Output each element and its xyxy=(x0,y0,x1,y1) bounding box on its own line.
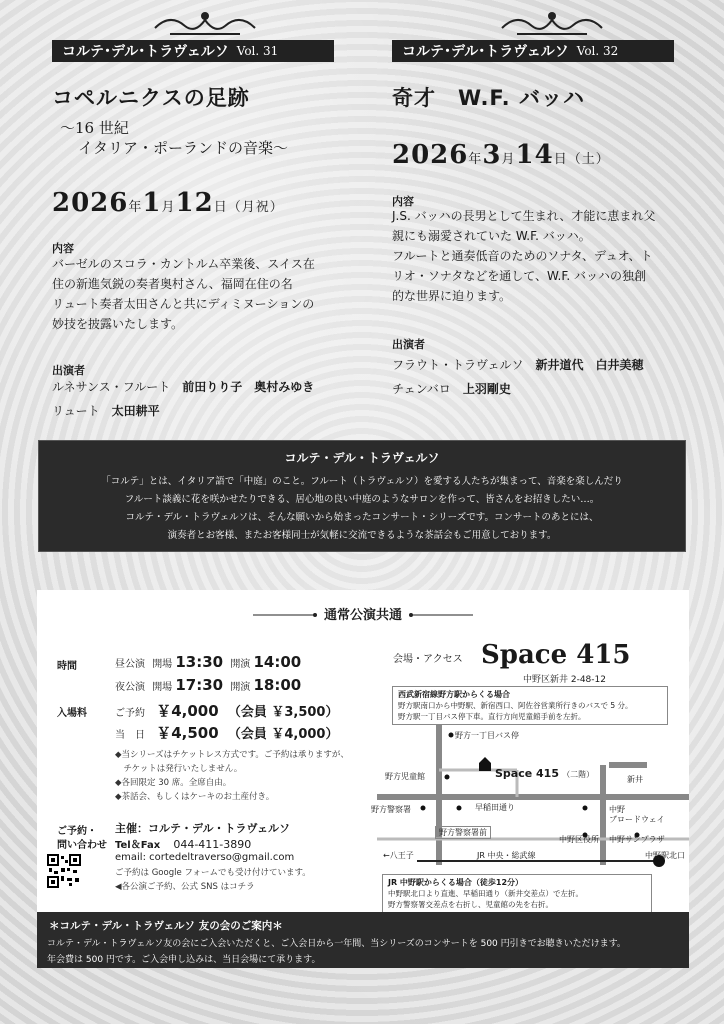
about-box xyxy=(38,440,686,552)
vol31-content-line: リュート奏者太田さんと共にディミヌーションの xyxy=(52,297,315,311)
about-line: 演奏者とお客様、またお客様同士が気軽に交流できるような茶話会もご用意しております。 xyxy=(167,530,557,541)
friends-line: コルテ・デル・トラヴェルソ友の会にご入会いただくと、ご入会日から一年間、当シリーズのコンサートを 500 円引きでお聴きいただけます。 xyxy=(47,939,626,949)
vol32-performer-row xyxy=(392,356,644,373)
tel-number: 044-411-3890 xyxy=(173,838,252,851)
access-line: 野方駅一丁目バス停下車。直行方向児童館手前を左折。 xyxy=(398,712,586,721)
vol32-month-unit: 月 xyxy=(501,152,516,167)
vol32-weekday: （土） xyxy=(567,152,610,167)
vol32-year: 2026 xyxy=(392,140,469,170)
note-line: ◆当シリーズはチケットレス方式です。ご予約は承りますが、 xyxy=(115,750,349,760)
vol32-header xyxy=(392,40,674,62)
vol32-month: 3 xyxy=(482,140,502,170)
email[interactable]: email: cortedeltraverso@gmail.com xyxy=(115,852,295,863)
vol32-day: 14 xyxy=(515,140,554,170)
vol32-content-label: 内容 xyxy=(392,195,414,208)
vol31-subtitle-1: ～16 世紀 xyxy=(60,119,129,137)
vol31-performer-row xyxy=(52,402,160,419)
common-info-panel xyxy=(37,590,689,912)
evening-start: 18:00 xyxy=(253,676,302,694)
vol32-year-unit: 年 xyxy=(468,152,483,167)
matinee-name: 昼公演 xyxy=(115,659,145,670)
vol31-content-line: バーゼルのスコラ・カントルム卒業後、スイス在 xyxy=(52,257,315,271)
performer-instrument: ルネサンス・フルート xyxy=(52,380,171,394)
matinee-open: 13:30 xyxy=(175,653,224,671)
door-name: 当 日 xyxy=(115,730,145,741)
organizer: 主催：コルテ・デル・トラヴェルソ xyxy=(115,822,291,835)
start-label: 開演 xyxy=(230,682,251,693)
vol32-day-unit: 日 xyxy=(553,152,568,167)
venue-label: 会場・アクセス xyxy=(393,654,463,665)
vol31-performer-row xyxy=(52,378,314,395)
about-line: フルート談義に花を咲かせたりできる、居心地の良い中庭のようなサロンを作って、皆さんをお招きしたい…。 xyxy=(124,494,600,505)
open-label: 開場 xyxy=(152,659,173,670)
advance-row xyxy=(115,700,338,721)
vol31-number: Vol. 31 xyxy=(236,44,279,58)
note-line: ご予約は Google フォームでも受け付けています。 xyxy=(115,868,311,878)
note-line: ◀各公演ご予約、公式 SNS はコチラ xyxy=(115,882,255,892)
door-row xyxy=(115,722,338,743)
vol31-day-unit: 日 xyxy=(213,200,228,215)
vol31-series: コルテ･デル･トラヴェルソ xyxy=(62,44,229,60)
vol32-content-line: 親にも溺愛されていた W.F. バッハ。 xyxy=(392,229,591,243)
about-title: コルテ・デル・トラヴェルソ xyxy=(284,451,440,465)
map-venue-name: Space 415 xyxy=(495,767,559,780)
note-line: チケットは発行いたしません。 xyxy=(115,764,243,774)
vol31-content-line: 妙技を披露いたします。 xyxy=(52,317,184,331)
common-title: 通常公演共通 xyxy=(323,608,402,623)
performer-names: 上羽剛史 xyxy=(462,382,511,396)
map-nakano-north: 中野駅北口 xyxy=(645,851,685,860)
advance-member-price: （会員 ￥3,500） xyxy=(227,705,339,720)
friends-title: ＊コルテ・デル・トラヴェルソ 友の会のご案内＊ xyxy=(49,920,283,932)
about-line: 「コルテ」とは、イタリア語で「中庭」のこと。フルート（トラヴェルソ）を愛する人たちが集まって、音楽を楽しんだり xyxy=(101,476,623,487)
fee-label: 入場料 xyxy=(57,708,87,719)
note-line: ◆茶話会、もしくはケーキのお土産付き。 xyxy=(115,792,275,802)
vol32-performer-row xyxy=(392,380,511,397)
vol31-performers-label: 出演者 xyxy=(52,364,85,377)
vol32-date xyxy=(392,140,610,170)
access-line: 野方駅南口から中野駅、新宿西口、阿佐谷営業所行きのバスで 5 分。 xyxy=(398,701,633,710)
vol31-content-label: 内容 xyxy=(52,242,74,255)
ornament-left xyxy=(150,8,260,38)
vol32-title: 奇才 W.F. バッハ xyxy=(392,86,585,110)
advance-price: ￥4,000 xyxy=(156,702,219,720)
vol32-number: Vol. 32 xyxy=(576,44,619,58)
performer-instrument: リュート xyxy=(52,404,100,418)
vol32-series: コルテ･デル･トラヴェルソ xyxy=(402,44,569,60)
vol31-month-unit: 月 xyxy=(161,200,176,215)
vol31-day: 12 xyxy=(175,188,214,218)
friends-footer xyxy=(37,912,689,968)
vol32-content xyxy=(392,206,692,306)
performer-instrument: チェンバロ xyxy=(392,382,451,396)
map-police: 野方警察署 xyxy=(371,805,411,814)
map-sunplaza: 中野サンプラザ xyxy=(609,835,665,844)
performer-instrument: フラウト・トラヴェルソ xyxy=(392,358,524,372)
vol31-content xyxy=(52,254,352,334)
map-venue xyxy=(495,767,594,780)
vol31-subtitle-2: イタリア・ポーランドの音楽～ xyxy=(78,139,289,157)
performer-names: 太田耕平 xyxy=(111,404,160,418)
ornament-right xyxy=(497,8,607,38)
venue-name: Space 415 xyxy=(481,640,631,670)
contact-notes xyxy=(115,866,311,894)
map-police-2: 野方警察署前 xyxy=(435,826,491,839)
map-broadway-2: ブロードウェイ xyxy=(609,815,665,824)
vol31-header xyxy=(52,40,334,62)
performer-names: 前田りり子 奥村みゆき xyxy=(182,380,315,394)
vol31-year: 2026 xyxy=(52,188,129,218)
vol31-content-line: 住の新進気鋭の奏者奥村さん、福岡在住の名 xyxy=(52,277,293,291)
ticket-notes xyxy=(115,748,405,804)
map-ward-office: 中野区役所 xyxy=(559,835,599,844)
vol31-weekday: （月祝） xyxy=(227,200,284,215)
vol31-year-unit: 年 xyxy=(128,200,143,215)
evening-open: 17:30 xyxy=(175,676,224,694)
start-label: 開演 xyxy=(230,659,251,670)
map-hachioji: ←八王子 xyxy=(383,851,414,860)
vol31-title: コペルニクスの足跡 xyxy=(52,86,250,110)
door-price: ￥4,500 xyxy=(156,724,219,742)
evening-name: 夜公演 xyxy=(115,682,145,693)
tel-label: Tel＆Fax xyxy=(115,840,161,851)
vol32-content-line: フルートと通奏低音のためのソナタ、デュオ、ト xyxy=(392,249,653,263)
map-venue-floor: （二階） xyxy=(562,770,595,779)
vol31-month: 1 xyxy=(142,188,162,218)
door-member-price: （会員 ￥4,000） xyxy=(227,727,339,742)
vol32-content-line: リオ・ソナタなどを通して、W.F. バッハの独創 xyxy=(392,269,646,283)
venue-address: 中野区新井 2-48-12 xyxy=(523,675,606,685)
jr-access-box xyxy=(382,874,652,913)
vol32-content-line: J.S. バッハの長男として生まれ、才能に恵まれ父 xyxy=(392,209,656,223)
seibu-title: 西武新宿線野方駅からくる場合 xyxy=(398,690,510,699)
vol32-content-line: 的な世界に迫ります。 xyxy=(392,289,512,303)
tel-row xyxy=(115,836,251,851)
about-line: コルテ・デル・トラヴェルソは、そんな願いから始まったコンサート・シリーズです。コンサートのあとには、 xyxy=(125,512,599,523)
advance-name: ご予約 xyxy=(115,708,145,719)
note-line: ◆各回限定 30 席。全席自由。 xyxy=(115,778,232,788)
contact-label-1: ご予約・ xyxy=(57,826,97,837)
map-jr-line: JR 中央・総武線 xyxy=(477,851,536,860)
open-label: 開場 xyxy=(152,682,173,693)
qr-code-icon[interactable] xyxy=(47,854,81,888)
map-children-hall: 野方児童館 xyxy=(385,772,425,781)
map-waseda: 早稲田通り xyxy=(475,803,515,812)
matinee-row xyxy=(115,653,301,671)
map-arai: 新井 xyxy=(627,775,643,784)
access-line: 野方警察署交差点を右折し、児童館の先を右折。 xyxy=(388,900,553,909)
evening-row xyxy=(115,676,301,694)
contact-label-2: 問い合わせ xyxy=(57,840,107,851)
jr-title: JR 中野駅からくる場合（徒歩12分） xyxy=(388,878,524,887)
vol31-date xyxy=(52,188,284,218)
friends-line: 年会費は 500 円です。ご入会申し込みは、当日会場にて承ります。 xyxy=(47,955,321,965)
access-line: 中野駅北口より直進、早稲田通り（新井交差点）で左折。 xyxy=(388,889,583,898)
access-map xyxy=(377,725,689,885)
performer-names: 新井道代 白井美穂 xyxy=(535,358,644,372)
map-bus-stop: 野方一丁目バス停 xyxy=(455,731,519,740)
time-label: 時間 xyxy=(57,661,77,672)
matinee-start: 14:00 xyxy=(253,653,302,671)
seibu-access-box xyxy=(392,686,668,725)
map-broadway-1: 中野 xyxy=(609,805,625,814)
vol32-performers-label: 出演者 xyxy=(392,338,425,351)
